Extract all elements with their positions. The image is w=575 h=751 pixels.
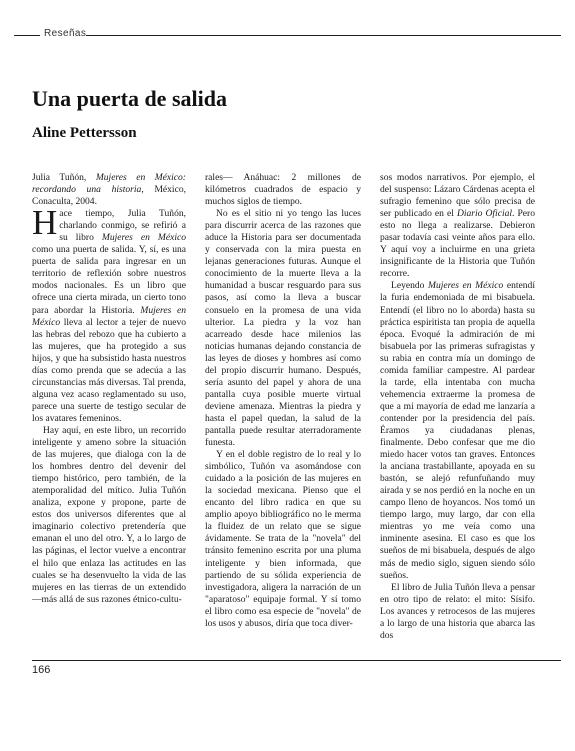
paragraph: sos modos narrativos. Por ejemplo, el del suspenso: Lázaro Cárdenas acepta el sufragio femenino que sólo precisa de ser publicado en el Diario Oficial. Pero esto no llega a realizarse. Debieron pasar todavía casi veinte años para ello. Y aquí voy a incluirme en una grieta insignificante de la Historia que Tuñón recorre. xyxy=(380,172,535,280)
paragraph: Hay aquí, en este libro, un recorrido inteligente y ameno sobre la situación de las mujeres, que dialoga con la de los hombres dentro del devenir del tiempo histórico, pero también, de la atemporalidad del mítico. Julia Tuñón analiza, expone y propone, parte de estos dos universos diferentes que al imaginario colectivo pretendería que emanan el uno del otro. Y, a lo largo de las páginas, el lector vuelve a encontrar el hilo que enlaza las actitudes en las cuales se ha desenvuelto la vida de las mujeres en las tierras de un extendido —más allá de sus razones étnico-cultu- xyxy=(32,424,186,605)
paragraph: Leyendo Mujeres en México entendí la furia endemoniada de mi bisabuela. Entendí (el libro no lo aborda) hasta su práctica espiritista tan propia de aquella época. Evoqué la admiración de mi bisabuela por las primeras sufragistas y su rabia en contra mía un domingo de comida familiar campestre. Al pardear la tarde, ella intentaba con mucha vehemencia extraerme la promesa de que a mi mayoría de edad me lanzaría a contender por la presidencia del país. Éramos ya ciudadanas plenas, finalmente. Debo confesar que me dio miedo hacer votos tan graves. Entonces la anciana trastabillante, apoyada en su bastón, se alejó refunfuñando muy airada y se nos perdió en la noche en un campo lleno de hoyancos. Nos tomó un tiempo largo, muy largo, dar con ella mientras yo me veía como una inminente asesina. El caso es que los sueños de mi bisabuela, después de algo más de medio siglo, siguen siendo sólo sueños. xyxy=(380,280,535,581)
header-rule-right xyxy=(86,35,561,36)
page-number: 166 xyxy=(32,664,51,676)
paragraph: El libro de Julia Tuñón lleva a pensar en otro tipo de relato: el mito: Sísifo. Los avances y retrocesos de las mujeres a lo largo de una historia que abarca las dos xyxy=(380,581,535,641)
header-rule-left xyxy=(14,35,40,36)
paragraph: Hace tiempo, Julia Tuñón, charlando conmigo, se refirió a su libro Mujeres en México como una puerta de salida. Y, sí, es una puerta de salida para ingresar en un territorio de reflexión sobre nuestros modos nacionales. Es un libro que ofrece una cierta mirada, un cierto tono para abordar la Historia. Mujeres en México lleva al lector a tejer de nuevo las hebras del rebozo que ha cubierto a las mujeres, que ha protegido a sus hijos, y que ha subsistido hasta nuestros días como prenda que se adecúa a las circunstancias más diversas. Tal prenda, alguna vez acaso reglamentado su uso, parece una suerte de testigo secular de los avatares femeninos. xyxy=(32,203,187,424)
paragraph: rales— Anáhuac: 2 millones de kilómetros cuadrados de espacio y muchos siglos de tiempo. xyxy=(205,172,361,208)
drop-cap: H xyxy=(32,203,58,243)
footer-rule xyxy=(32,660,561,661)
reference-book-title: Mujeres en México: recordando una historia, xyxy=(32,172,186,196)
text-column-2 xyxy=(205,172,361,630)
section-label: Reseñas xyxy=(44,28,87,39)
text-column-1 xyxy=(32,172,186,606)
article-author: Aline Pettersson xyxy=(32,125,137,141)
book-reference xyxy=(32,172,186,208)
reference-publisher: México, Conaculta, 2004. xyxy=(32,184,186,208)
reference-author: Julia Tuñón, xyxy=(32,172,87,183)
text-column-3 xyxy=(380,172,535,642)
paragraph: Y en el doble registro de lo real y lo simbólico, Tuñón va asomándose con cuidado a la posición de las mujeres en la sociedad mexicana. Pienso que el encanto del libro radica en que su amplio apoyo bibliográfico no le merma la fluidez de un relato que se sigue ávidamente. Se trata de la "novela" del tránsito femenino escrita por una pluma inteligente y bien informada, que partiendo de su sólida experiencia de investigadora, aligera la narración de un "aparatoso" equipaje formal. Y sí tomo el libro como esa especie de "novela" de los usos y abusos, diría que toca diver- xyxy=(205,449,361,629)
article-title: Una puerta de salida xyxy=(32,86,227,111)
paragraph: No es el sitio ni yo tengo las luces para discurrir acerca de las razones que aduce la Historia para ser documentada y conservada con la mira puesta en lejanas generaciones futuras. Aunque el conocimiento de la muerte lleva a la humanidad a buscar resguardo para sus pasos, así como la lleva a buscar consuelo en la promesa de una vida ulterior. La piedra y la voz han acarreado desde hace milenios las noticias humanas dejando constancia de las leyes de dioses y hombres así como del propio discurrir humano. Después, sería asunto del papel y ahora de una pantalla cuya posible muerte virtual deviene amenaza. Mientras la piedra y hasta el papel quedan, la salud de la pantalla puede resultar aterradoramente funesta. xyxy=(205,208,361,449)
